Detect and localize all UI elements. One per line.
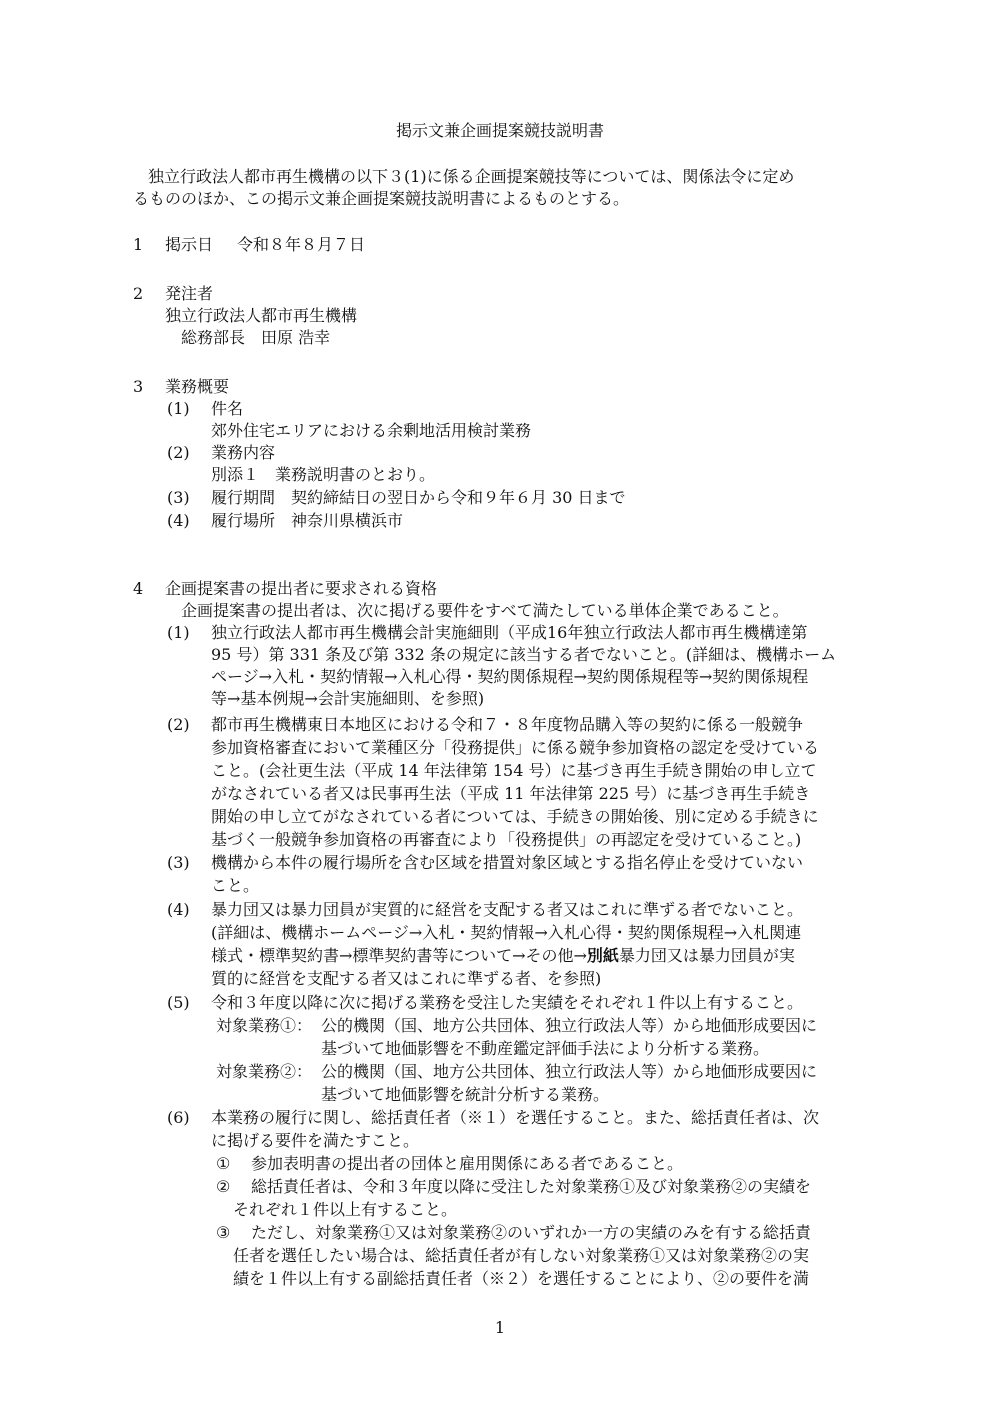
section-1-label: 掲示日 [165, 235, 214, 254]
section-4-number: 4 [133, 579, 144, 598]
s4-item-1-number: (1) [167, 623, 190, 642]
section-3-heading: 業務概要 [165, 377, 230, 396]
s4-item-2-line: こと。(会社更生法（平成 14 年法律第 154 号）に基づき再生手続き開始の申し立て [211, 761, 817, 780]
s3-item-3-number: (3) [167, 488, 190, 507]
target-work-2-label: 対象業務②： [216, 1062, 313, 1081]
section-1-number: 1 [133, 235, 144, 254]
s3-item-2-number: (2) [167, 443, 190, 462]
s4-item-3-line: こと。 [211, 876, 260, 895]
target-work-2-line: 公的機関（国、地方公共団体、独立行政法人等）から地価形成要因に [321, 1062, 818, 1081]
posting-date: 令和８年８月７日 [237, 235, 366, 254]
target-work-1-line: 公的機関（国、地方公共団体、独立行政法人等）から地価形成要因に [321, 1016, 818, 1035]
bold-attachment-label: 別紙 [586, 946, 619, 965]
condition-2-number: ② [216, 1177, 231, 1196]
s4-item-4-line-with-bold [211, 945, 871, 967]
condition-2-line: それぞれ１件以上有すること。 [233, 1200, 458, 1219]
intro-line-1: 独立行政法人都市再生機構の以下３(1)に係る企画提案競技等については、関係法令に定め [148, 167, 795, 186]
orderer-person: 総務部長 田原 浩幸 [181, 328, 331, 347]
s4-item-4-line-start: 様式・標準契約書→標準契約書等について→その他→ [211, 946, 587, 965]
s4-item-3-line: 機構から本件の履行場所を含む区域を措置対象区域とする指名停止を受けていない [211, 853, 804, 872]
s3-item-1-number: (1) [167, 399, 190, 418]
section-3-number: 3 [133, 377, 144, 396]
section-2-heading: 発注者 [165, 284, 214, 303]
condition-3-number: ③ [216, 1223, 231, 1242]
s3-item-2-label: 業務内容 [211, 443, 276, 462]
s4-item-1-line: ページ→入札・契約情報→入札心得・契約関係規程→契約関係規程等→契約関係規程 [211, 667, 809, 686]
s4-item-4-line: 質的に経営を支配する者又はこれに準ずる者、を参照) [211, 969, 602, 988]
s4-item-4-line-end: 暴力団又は暴力団員が実 [618, 946, 795, 965]
s3-item-3-text: 履行期間 契約締結日の翌日から令和９年６月 30 日まで [211, 488, 626, 507]
target-work-1-line: 基づいて地価影響を不動産鑑定評価手法により分析する業務。 [321, 1039, 770, 1058]
s4-item-5-number: (5) [167, 993, 190, 1012]
s4-item-3-number: (3) [167, 853, 190, 872]
condition-1-number: ① [216, 1154, 231, 1173]
condition-3-line: 任者を選任したい場合は、総括責任者が有しない対象業務①又は対象業務②の実 [233, 1246, 810, 1265]
condition-3-line: ただし、対象業務①又は対象業務②のいずれか一方の実績のみを有する総括責 [251, 1223, 812, 1242]
s4-item-4-line: (詳細は、機構ホームページ→入札・契約情報→入札心得・契約関係規程→入札関連 [211, 923, 802, 942]
section-4-heading: 企画提案書の提出者に要求される資格 [165, 579, 438, 598]
condition-3-line: 績を１件以上有する副総括責任者（※２）を選任することにより、②の要件を満 [233, 1269, 810, 1288]
page-title: 掲示文兼企画提案競技説明書 [395, 121, 604, 140]
s4-item-1-line: 95 号）第 331 条及び第 332 条の規定に該当する者でないこと。(詳細は、機構ホーム [211, 645, 837, 664]
s4-item-1-line: 等→基本例規→会計実施細則、を参照) [211, 689, 485, 708]
s4-item-2-line: 開始の申し立てがなされている者については、手続きの開始後、別に定める手続きに [211, 807, 819, 826]
s4-item-4-number: (4) [167, 900, 190, 919]
s3-item-2-value: 別添１ 業務説明書のとおり。 [211, 465, 436, 484]
intro-line-2: るもののほか、この掲示文兼企画提案競技説明書によるものとする。 [133, 189, 630, 208]
s4-item-2-line: 参加資格審査において業種区分「役務提供」に係る競争参加資格の認定を受けている [211, 738, 820, 757]
s4-item-6-number: (6) [167, 1108, 190, 1127]
s4-item-5-lead: 令和３年度以降に次に掲げる業務を受注した実績をそれぞれ１件以上有すること。 [211, 993, 804, 1012]
s4-item-2-line: 都市再生機構東日本地区における令和７・８年度物品購入等の契約に係る一般競争 [211, 715, 804, 734]
s3-item-1-label: 件名 [211, 399, 244, 418]
target-work-1-label: 対象業務①： [216, 1016, 313, 1035]
target-work-2-line: 基づいて地価影響を統計分析する業務。 [321, 1085, 610, 1104]
s4-item-2-line: 基づく一般競争参加資格の再審査により「役務提供」の再認定を受けていること。) [211, 830, 802, 849]
s4-item-4-line: 暴力団又は暴力団員が実質的に経営を支配する者又はこれに準ずる者でないこと。 [211, 900, 804, 919]
orderer-organization: 独立行政法人都市再生機構 [165, 306, 358, 325]
s3-item-1-value: 郊外住宅エリアにおける余剰地活用検討業務 [211, 421, 532, 440]
condition-2-line: 総括責任者は、令和３年度以降に受注した対象業務①及び対象業務②の実績を [251, 1177, 812, 1196]
s4-item-2-line: がなされている者又は民事再生法（平成 11 年法律第 225 号）に基づき再生手続き [211, 784, 811, 803]
section-2-number: 2 [133, 284, 144, 303]
s4-item-6-line: 本業務の履行に関し、総括責任者（※１）を選任すること。また、総括責任者は、次 [211, 1108, 820, 1127]
page-number: 1 [494, 1318, 506, 1337]
s4-item-2-number: (2) [167, 715, 190, 734]
section-4-lead: 企画提案書の提出者は、次に掲げる要件をすべて満たしている単体企業であること。 [181, 601, 789, 620]
s3-item-4-number: (4) [167, 511, 190, 530]
s4-item-1-line: 独立行政法人都市再生機構会計実施細則（平成16年独立行政法人都市再生機構達第 [211, 623, 808, 642]
s4-item-6-line: に掲げる要件を満たすこと。 [211, 1131, 420, 1150]
condition-1-line: 参加表明書の提出者の団体と雇用関係にある者であること。 [251, 1154, 684, 1173]
s3-item-4-text: 履行場所 神奈川県横浜市 [211, 511, 404, 530]
